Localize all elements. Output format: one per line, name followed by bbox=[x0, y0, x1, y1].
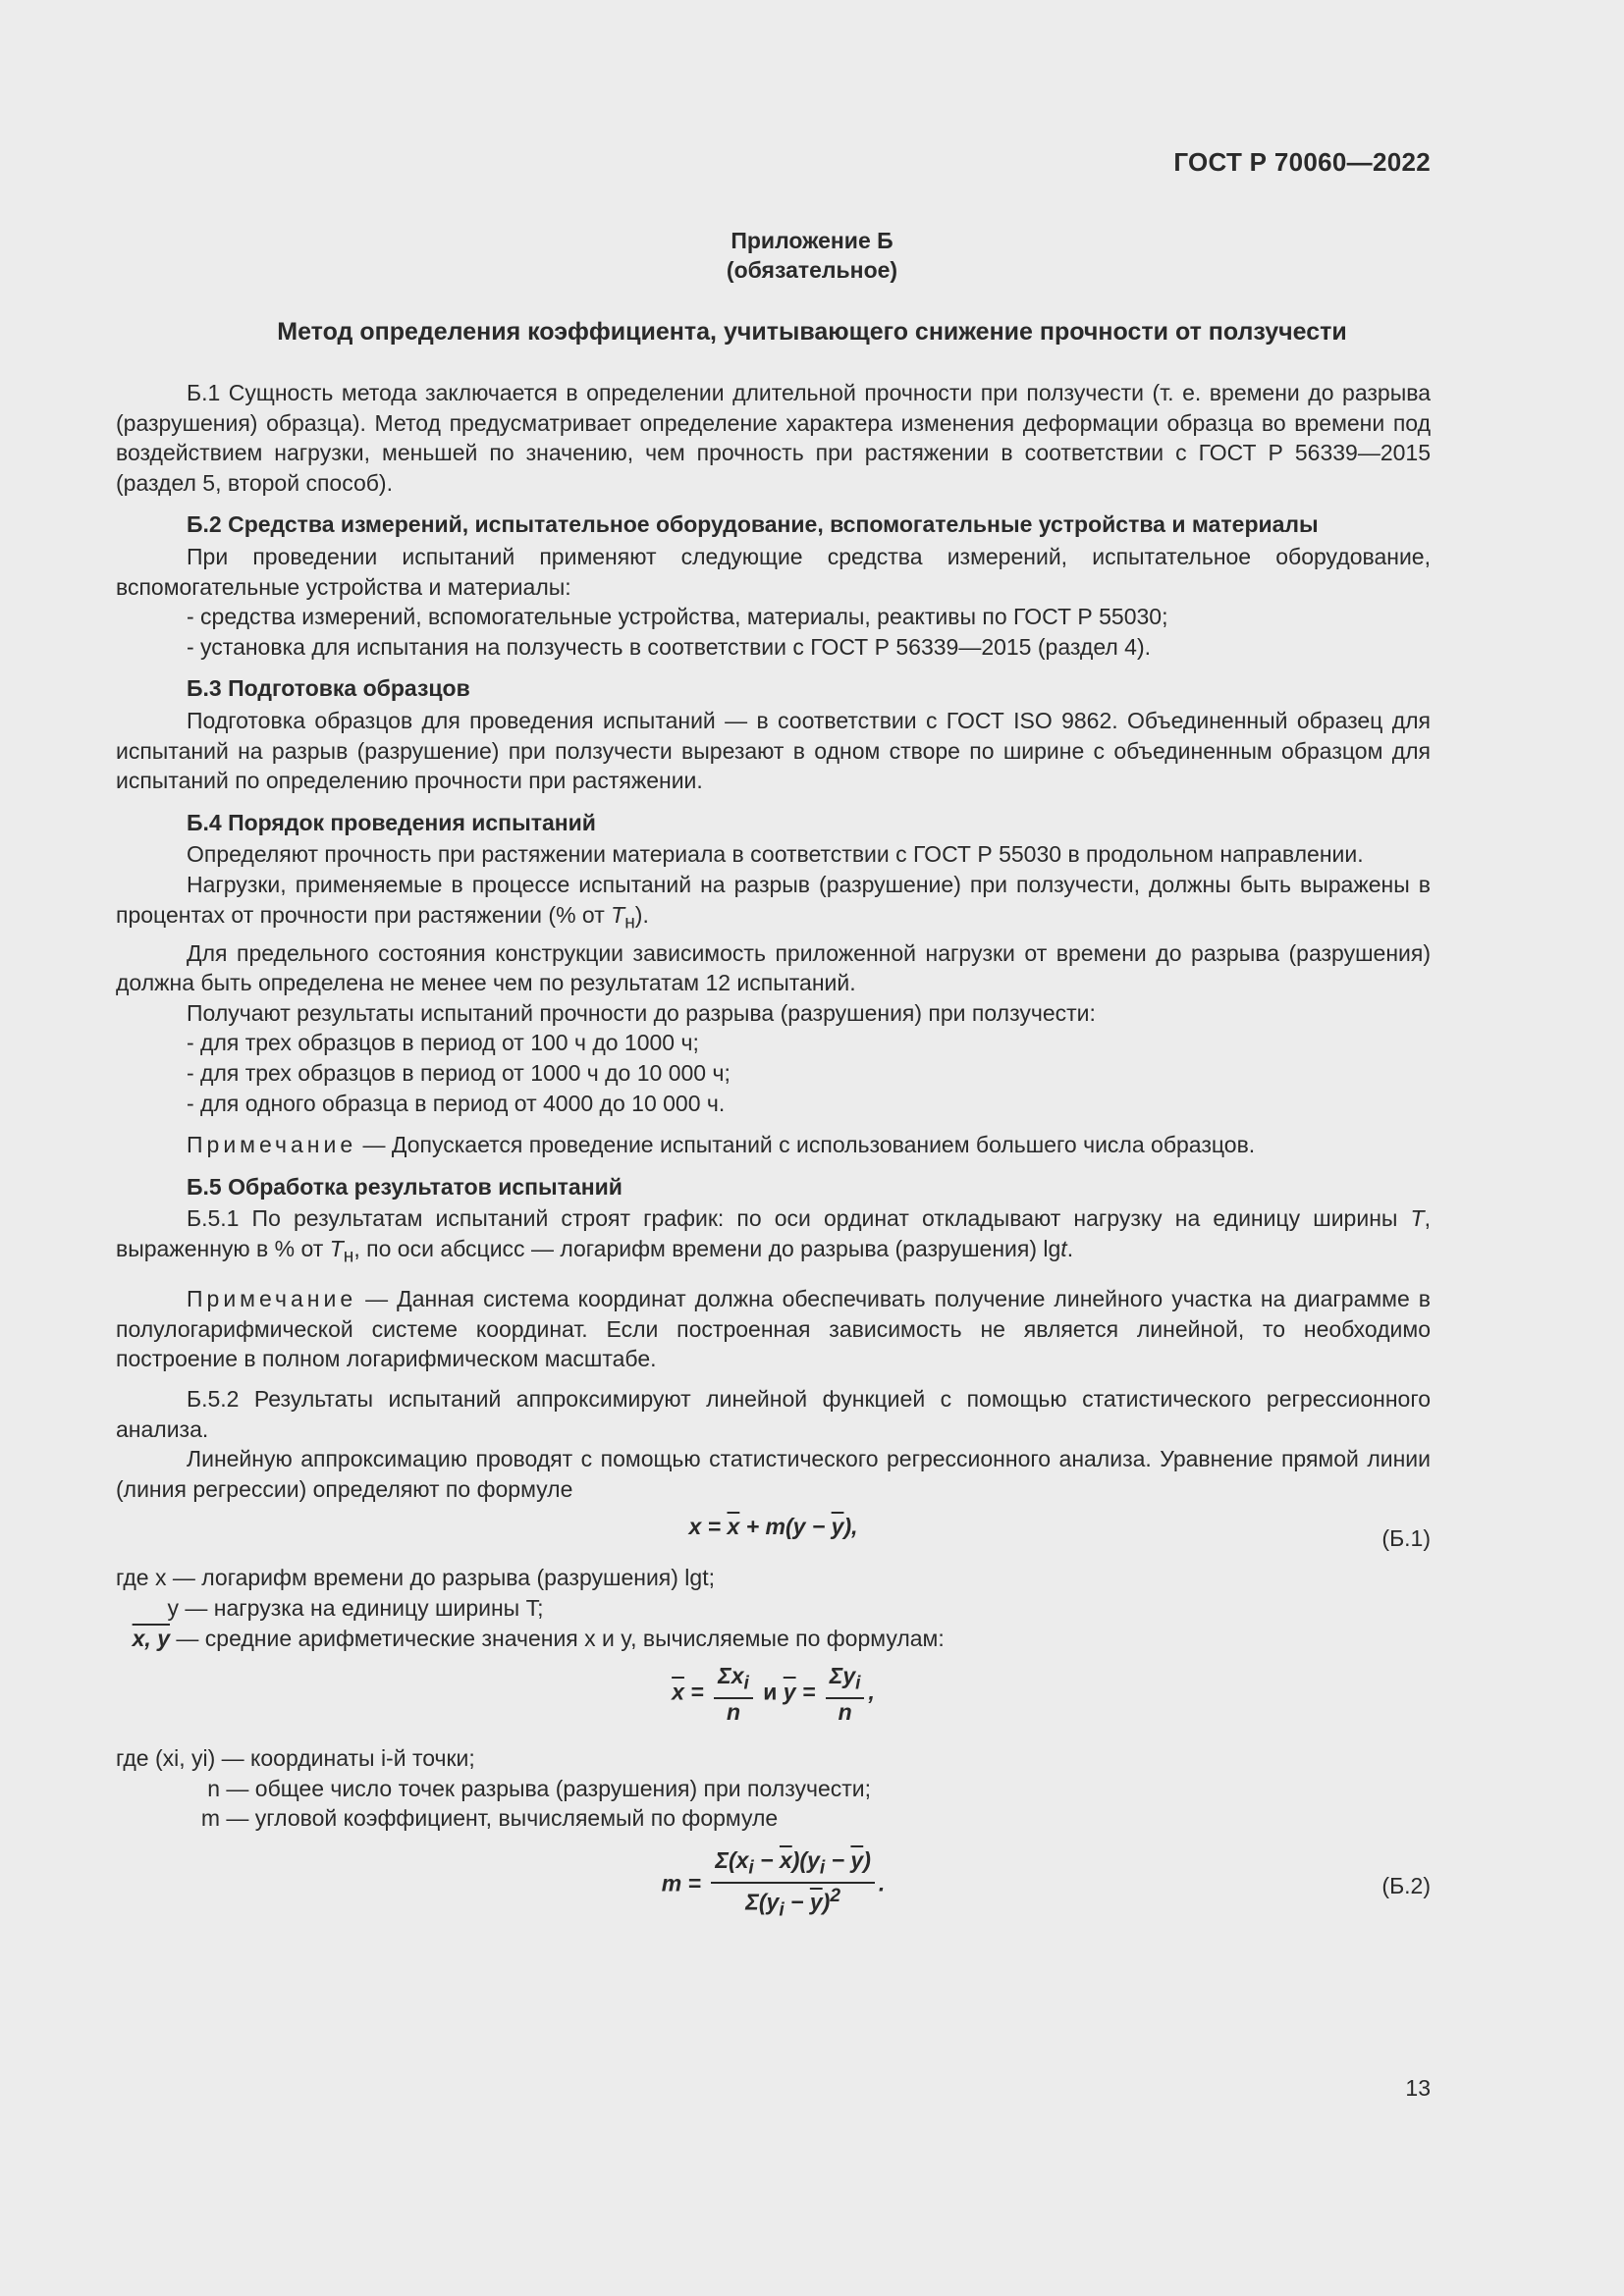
heading-b2: Б.2 Средства измерений, испытательное оборудование, вспомогательные устройства и материалы bbox=[187, 511, 1319, 538]
note-b5: Примечание — Данная система координат должна обеспечивать получение линейного участка на диаграмме в полулогарифмической системе координат. Если построенная зависимость не является линейной, то необходимо построение в полном логарифмическом масштабе. bbox=[116, 1286, 1431, 1372]
where-line: n — общее число точек разрыва (разрушения) при ползучести; bbox=[207, 1775, 872, 1801]
where-line: где x — логарифм времени до разрыва (разрушения) lgt; bbox=[116, 1565, 715, 1591]
formula-number: (Б.2) bbox=[1381, 1872, 1431, 1898]
list-item: - для одного образца в период от 4000 до 10 000 ч. bbox=[187, 1090, 726, 1116]
formula-b2: m = $\frac{\Sigma(x_i - \overline{x})(y_i - \overline{y})}{\Sigma(y_i - \overline{y})^2}$ . (Б.2) bbox=[661, 1846, 1431, 1920]
heading-b3: Б.3 Подготовка образцов bbox=[187, 675, 470, 702]
formula-b1: $x = \overline{x} + m(y - \overline{y})$, (Б.1) bbox=[116, 1512, 1431, 1563]
b5-p1: Б.5.1 По результатам испытаний строят график: по оси ординат откладывают нагрузку на единицу ширины T, выраженную в % от $T_н$, по оси абсцисс — логарифм времени до разрыва (разрушения) lgt. bbox=[116, 1205, 1431, 1267]
page-number: 13 bbox=[1405, 2075, 1431, 2101]
appendix-title: Метод определения коэффициента, учитывающего снижение прочности от ползучести bbox=[277, 318, 1347, 346]
b2-text: При проведении испытаний применяют следующие средства измерений, испытательное оборудование, вспомогательные устройства и материалы: bbox=[116, 543, 1431, 600]
b5-p2: Б.5.2 Результаты испытаний аппроксимируют линейной функцией с помощью статистического регрессионного анализа. bbox=[116, 1386, 1431, 1442]
list-item: - для трех образцов в период от 100 ч до 1000 ч; bbox=[187, 1030, 699, 1056]
note-b4: Примечание — Допускается проведение испытаний с использованием большего числа образцов. bbox=[187, 1132, 1256, 1158]
where-line: x, y — средние арифметические значения x и y, вычисляемые по формулам: bbox=[132, 1625, 945, 1651]
list-item: - средства измерений, вспомогательные устройства, материалы, реактивы по ГОСТ Р 55030; bbox=[187, 604, 1168, 630]
appendix-label: Приложение Б bbox=[731, 228, 893, 253]
formula-means: $\overline{x}$ = $\frac{\Sigma x_i}{n}$ и $\overline{y}$ = $\frac{\Sigma y_i}{n}$ , bbox=[672, 1663, 875, 1725]
where-line: m — угловой коэффициент, вычисляемый по формуле bbox=[200, 1805, 779, 1832]
formula-number: (Б.1) bbox=[1381, 1525, 1431, 1552]
b4-p2: Нагрузки, применяемые в процессе испытаний на разрыв (разрушение) при ползучести, должны быть выражены в процентах от прочности при растяжении (% от $T_н$). bbox=[116, 871, 1431, 934]
list-item: - установка для испытания на ползучесть в соответствии с ГОСТ Р 56339—2015 (раздел 4). bbox=[187, 633, 1151, 660]
appendix-heading bbox=[0, 226, 1624, 285]
list-item: - для трех образцов в период от 1000 ч до 10 000 ч; bbox=[187, 1060, 731, 1087]
b3-text: Подготовка образцов для проведения испытаний — в соответствии с ГОСТ ISO 9862. Объединенный образец для испытаний на разрыв (разрушение) при ползучести вырезают в одном створе по ширине с объединенным образцом для испытаний по определению прочности при растяжении. bbox=[116, 707, 1431, 794]
heading-b5: Б.5 Обработка результатов испытаний bbox=[187, 1173, 623, 1200]
where-line: где (xi, yi) — координаты i-й точки; bbox=[116, 1745, 475, 1772]
heading-b4: Б.4 Порядок проведения испытаний bbox=[187, 809, 596, 835]
b4-p1: Определяют прочность при растяжении материала в соответствии с ГОСТ Р 55030 в продольном направлении. bbox=[187, 841, 1364, 868]
section-b1: Б.1 Сущность метода заключается в определении длительной прочности при ползучести (т. е. времени до разрыва (разрушения) образца). Метод предусматривает определение характера изменения деформации образца во времени под воздействием нагрузки, меньшей по значению, чем прочность при растяжении в соответствии с ГОСТ Р 56339—2015 (раздел 5, второй способ). bbox=[116, 380, 1431, 496]
document-code: ГОСТ Р 70060—2022 bbox=[1173, 147, 1431, 177]
b4-p3: Для предельного состояния конструкции зависимость приложенной нагрузки от времени до разрыва (разрушения) должна быть определена не менее чем по результатам 12 испытаний. bbox=[116, 939, 1431, 996]
appendix-status: (обязательное) bbox=[726, 257, 898, 283]
b4-p4: Получают результаты испытаний прочности до разрыва (разрушения) при ползучести: bbox=[187, 999, 1096, 1026]
document-body bbox=[116, 378, 1431, 1924]
where-line: y — нагрузка на единицу ширины T; bbox=[167, 1594, 544, 1621]
b5-p3: Линейную аппроксимацию проводят с помощью статистического регрессионного анализа. Уравнение прямой линии (линия регрессии) определяют по формуле bbox=[116, 1446, 1431, 1502]
